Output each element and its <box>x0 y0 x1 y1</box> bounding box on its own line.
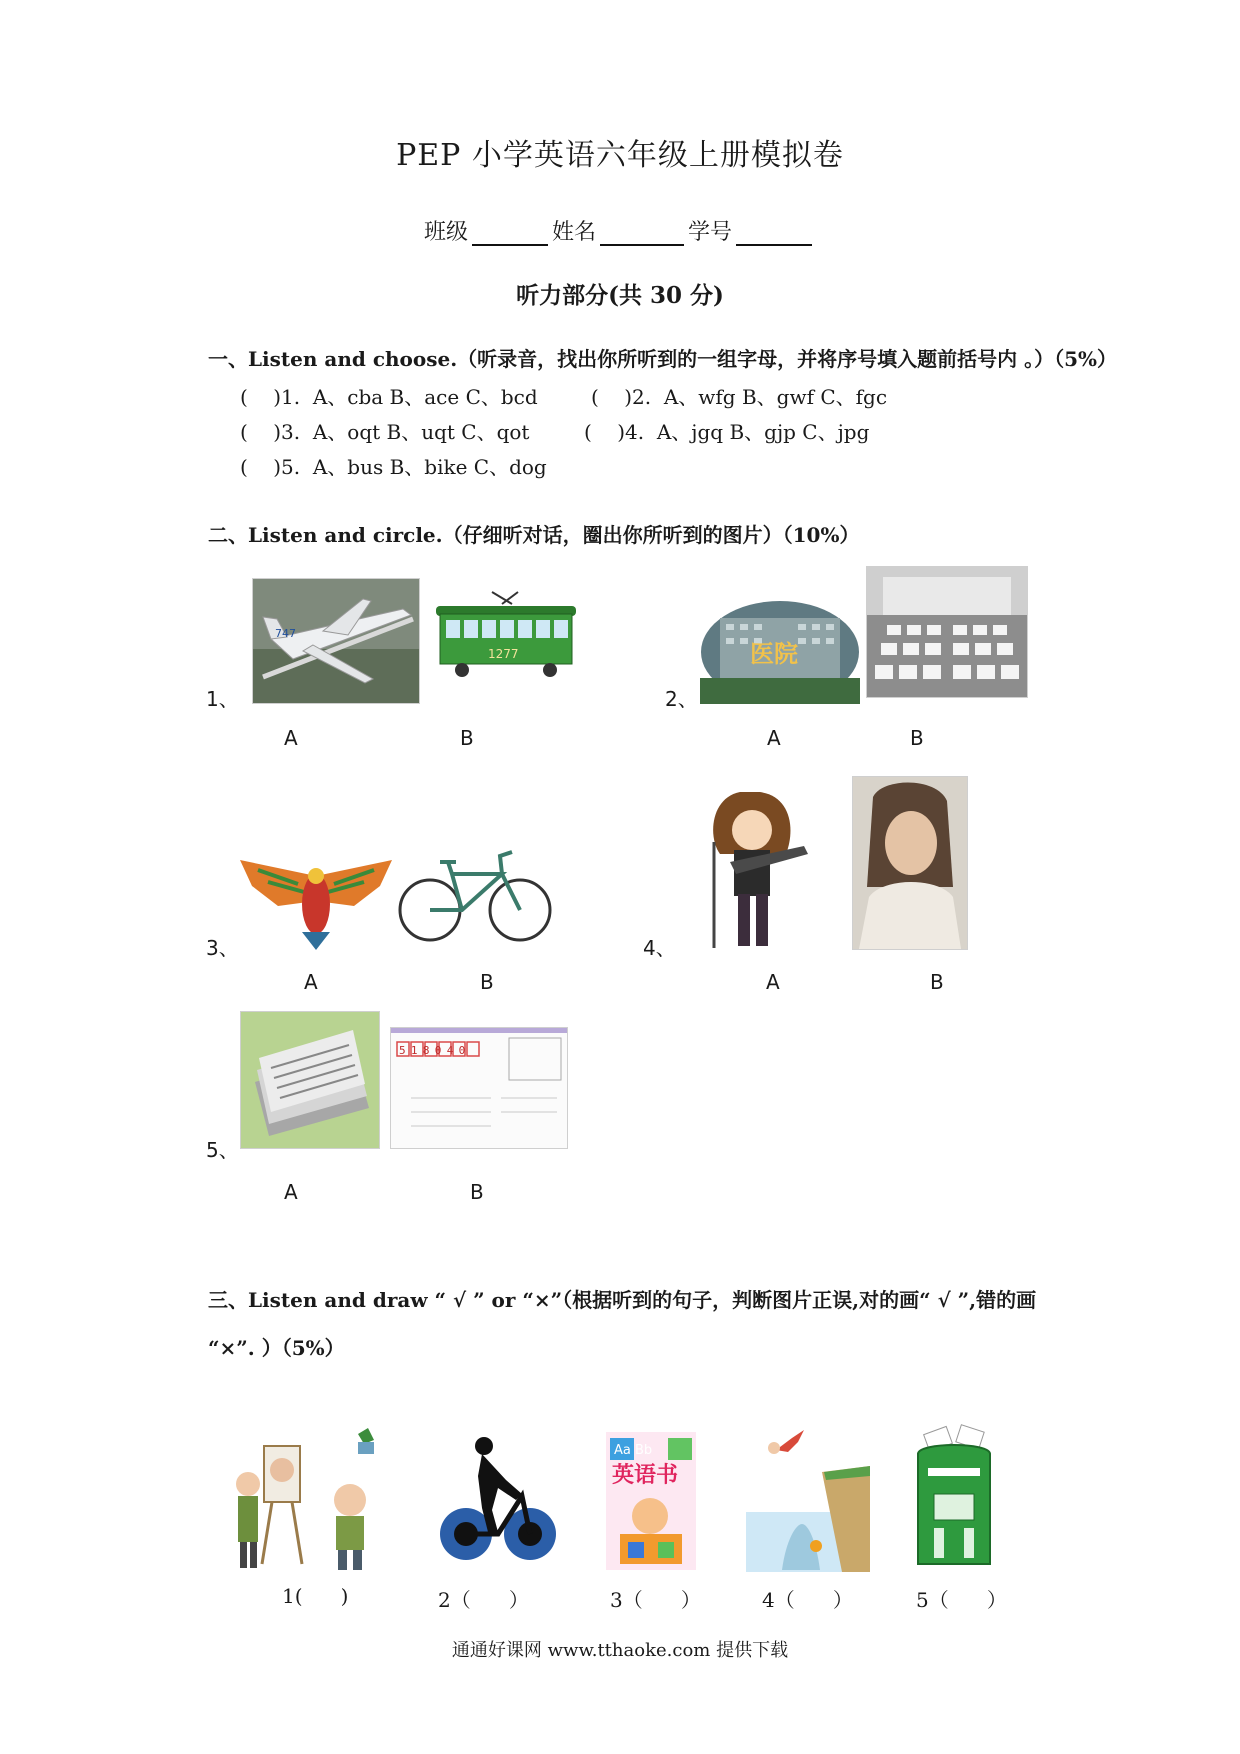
footer-credit: 通通好课网 www.tthaoke.com 提供下载 <box>451 1640 789 1661</box>
actor-photo-image[interactable] <box>852 776 968 950</box>
section2-heading: 二、Listen and circle.（仔细听对话，圈出你所听到的图片）（10%） <box>208 523 860 547</box>
kite-image[interactable] <box>238 856 394 952</box>
class-label: 班级 <box>423 220 468 245</box>
choice-b-5: B <box>470 1180 484 1204</box>
question-2: ( )2. A、wfg B、gwf C、fgc <box>591 385 888 409</box>
item-number-1: 1、 <box>206 687 239 711</box>
draw-label-2: 2（ ） <box>438 1588 529 1612</box>
draw-label-3: 3（ ） <box>610 1588 701 1612</box>
question-3: ( )3. A、oqt B、uqt C、qot <box>240 420 530 444</box>
choice-b-4: B <box>930 970 944 994</box>
section3-heading-line2: “×”. ）（5%） <box>208 1336 345 1360</box>
draw-label-1: 1( ) <box>282 1584 349 1608</box>
choice-b-3: B <box>480 970 494 994</box>
choice-a-2: A <box>767 726 781 750</box>
plane-tail-text: 747 <box>275 627 296 640</box>
mailbox-image[interactable] <box>904 1424 1004 1572</box>
question-1: ( )1. A、cba B、ace C、bcd <box>240 385 538 409</box>
diving-image[interactable] <box>746 1420 870 1572</box>
hospital-image[interactable] <box>700 600 860 704</box>
hospital-sign-text: 医院 <box>750 640 798 668</box>
choice-a-5: A <box>284 1180 298 1204</box>
airplane-image[interactable] <box>252 578 420 704</box>
cyclist-silhouette-image[interactable] <box>426 1436 560 1564</box>
envelope-image[interactable] <box>390 1027 568 1149</box>
class-blank[interactable] <box>472 222 548 246</box>
bicycle-image[interactable] <box>396 840 554 944</box>
question-4: ( )4. A、jgq B、gjp C、jpg <box>584 420 870 444</box>
singer-image[interactable] <box>690 788 826 952</box>
item-number-2: 2、 <box>665 687 698 711</box>
draw-label-5: 5（ ） <box>916 1588 1007 1612</box>
question-5: ( )5. A、bus B、bike C、dog <box>240 455 547 479</box>
name-label: 姓名 <box>551 220 596 245</box>
number-blank[interactable] <box>736 222 812 246</box>
student-info-line <box>0 215 1240 246</box>
choice-b-1: B <box>460 726 474 750</box>
book-title-text: 英语书 <box>612 1463 679 1488</box>
choice-b-2: B <box>910 726 924 750</box>
section3-heading-line1: 三、Listen and draw “ √ ” or “×”（根据听到的句子，判断图片正误,对的画“ √ ”,错的画 <box>208 1288 1037 1312</box>
listening-subtitle: 听力部分(共 30 分) <box>516 282 724 309</box>
item-number-4: 4、 <box>643 936 676 960</box>
draw-label-4: 4（ ） <box>762 1588 853 1612</box>
envelope-postcode-text: 518040 <box>399 1044 471 1057</box>
choice-a-3: A <box>304 970 318 994</box>
choice-a-1: A <box>284 726 298 750</box>
number-label: 学号 <box>688 220 733 245</box>
book-letters-text: Aa Bb <box>614 1443 653 1458</box>
item-number-5: 5、 <box>206 1138 239 1162</box>
newspapers-image[interactable] <box>240 1011 380 1149</box>
page-title: PEP 小学英语六年级上册模拟卷 <box>396 138 844 173</box>
painter-image[interactable] <box>232 1424 382 1572</box>
name-blank[interactable] <box>600 222 684 246</box>
english-book-image[interactable] <box>606 1432 696 1570</box>
section1-heading: 一、Listen and choose.（听录音，找出你所听到的一组字母，并将序号填入题前括号内 。）（5%） <box>208 347 1118 371</box>
cinema-hall-image[interactable] <box>866 566 1028 698</box>
choice-a-4: A <box>766 970 780 994</box>
item-number-3: 3、 <box>206 936 239 960</box>
tram-image[interactable] <box>432 590 580 678</box>
tram-number-text: 1277 <box>488 647 519 661</box>
